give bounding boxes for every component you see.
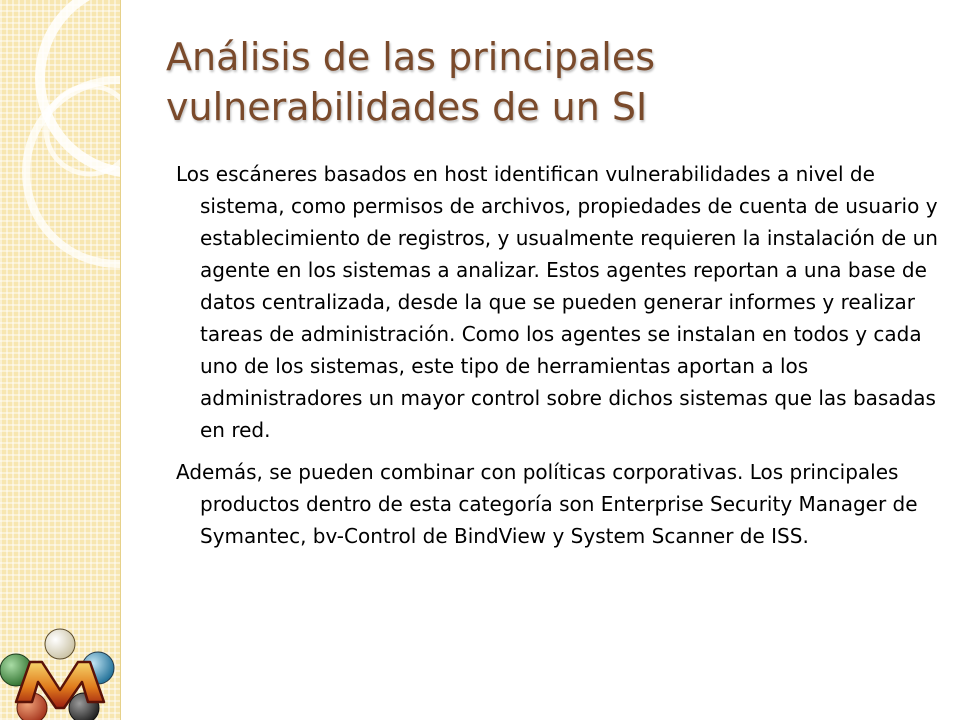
- slide-title: Análisis de las principales vulnerabilidades de un SI: [166, 35, 655, 129]
- side-decoration-band: [0, 0, 121, 720]
- paragraph-2: Además, se pueden combinar con políticas corporativas. Los principales productos dentro de esta categoría son Enterprise Security Manager de Symantec, bv-Control de BindView y System Scanner de ISS.: [176, 460, 918, 548]
- paragraph-1: Los escáneres basados en host identifican vulnerabilidades a nivel de sistema, como permisos de archivos, propiedades de cuenta de usuario y establecimiento de registros, y usualmente requieren la instalación de un agente en los sistemas a analizar. Estos agentes reportan a una base de datos centralizada, desde la que se pueden generar informes y realizar tareas de administración. Como los agentes se instalan en todos y cada uno de los sistemas, este tipo de herramientas aportan a los administradores un mayor control sobre dichos sistemas que las basadas en red.: [176, 162, 938, 442]
- magic-m-logo-icon: [0, 628, 120, 720]
- slide-body: [172, 158, 940, 562]
- decorative-circles-icon: [0, 0, 120, 720]
